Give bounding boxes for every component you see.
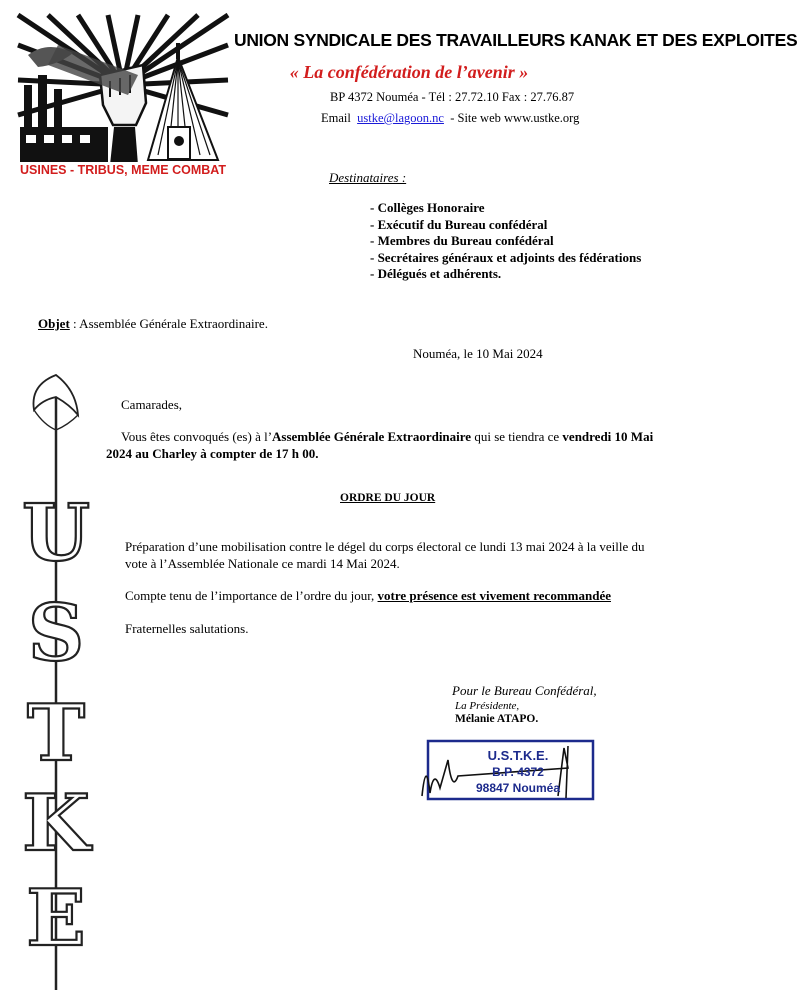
subject-line: [38, 316, 268, 332]
side-letter-t: T: [26, 688, 86, 779]
salutations: Fraternelles salutations.: [125, 621, 249, 636]
site-url[interactable]: www.ustke.org: [504, 111, 580, 125]
side-letter-e: E: [26, 873, 86, 964]
body-part2: qui se tiendra ce: [471, 429, 563, 444]
email-link[interactable]: ustke@lagoon.nc: [357, 111, 444, 125]
letter-date: Nouméa, le 10 Mai 2024: [413, 346, 543, 361]
signature-line2: La Présidente,: [455, 700, 520, 712]
agenda-title: ORDRE DU JOUR: [340, 492, 436, 504]
contact-info: BP 4372 Nouméa - Tél : 27.72.10 Fax : 27.76.87: [330, 90, 575, 104]
org-name: UNION SYNDICALE DES TRAVAILLEURS KANAK ET DES EXPLOITES: [234, 30, 797, 50]
side-letter-k: K: [22, 778, 90, 869]
list-item: - Collèges Honoraire: [370, 200, 485, 215]
agenda-text: Préparation d’une mobilisation contre le dégel du corps électoral ce lundi 13 mai 2024 à la veille du vote à l’Assemblée Nationale ce mardi 14 Mai 2024.: [125, 539, 645, 571]
importance-prefix: Compte tenu de l’importance de l’ordre du jour,: [125, 588, 378, 603]
stamp-line2: B.P. 4372: [492, 765, 544, 779]
vertical-ustke-decoration: [20, 355, 90, 990]
recipients-label: Destinataires :: [329, 170, 407, 185]
site-label: - Site web: [450, 111, 501, 125]
subject-label: Objet: [38, 316, 70, 331]
stamp-line3: 98847 Nouméa: [475, 781, 561, 795]
subject-text: : Assemblée Générale Extraordinaire.: [69, 316, 268, 331]
email-line: [321, 111, 579, 126]
body-bold2: vendredi 10 Mai 2024 au Charley à compter de 17 h 00.: [106, 429, 654, 461]
official-stamp: [418, 738, 598, 802]
ustke-logo: [18, 15, 228, 178]
side-letter-u: U: [21, 488, 91, 579]
convocation-paragraph: [106, 429, 681, 462]
list-item: - Délégués et adhérents.: [370, 266, 502, 282]
email-label: Email: [321, 111, 351, 125]
motto: « La confédération de l’avenir »: [289, 62, 529, 82]
list-item: - Membres du Bureau confédéral: [370, 233, 554, 249]
importance-line: [125, 588, 611, 604]
importance-emphasis: votre présence est vivement recommandée: [377, 588, 611, 603]
list-item: - Secrétaires généraux et adjoints des fédérations: [370, 249, 642, 265]
greeting: Camarades,: [121, 397, 183, 412]
body-bold1: Assemblée Générale Extraordinaire: [272, 429, 472, 444]
body-part1: Vous êtes convoqués (es) à l’: [121, 429, 273, 444]
recipients-list: [370, 200, 641, 283]
logo-banner: USINES - TRIBUS, MEME COMBAT: [19, 163, 227, 177]
stamp-line1: U.S.T.K.E.: [487, 748, 549, 763]
list-item: - Exécutif du Bureau confédéral: [370, 216, 548, 232]
signature-line1: Pour le Bureau Confédéral,: [452, 683, 597, 698]
side-letter-s: S: [27, 588, 85, 679]
signatory-name: Mélanie ATAPO.: [455, 713, 539, 725]
